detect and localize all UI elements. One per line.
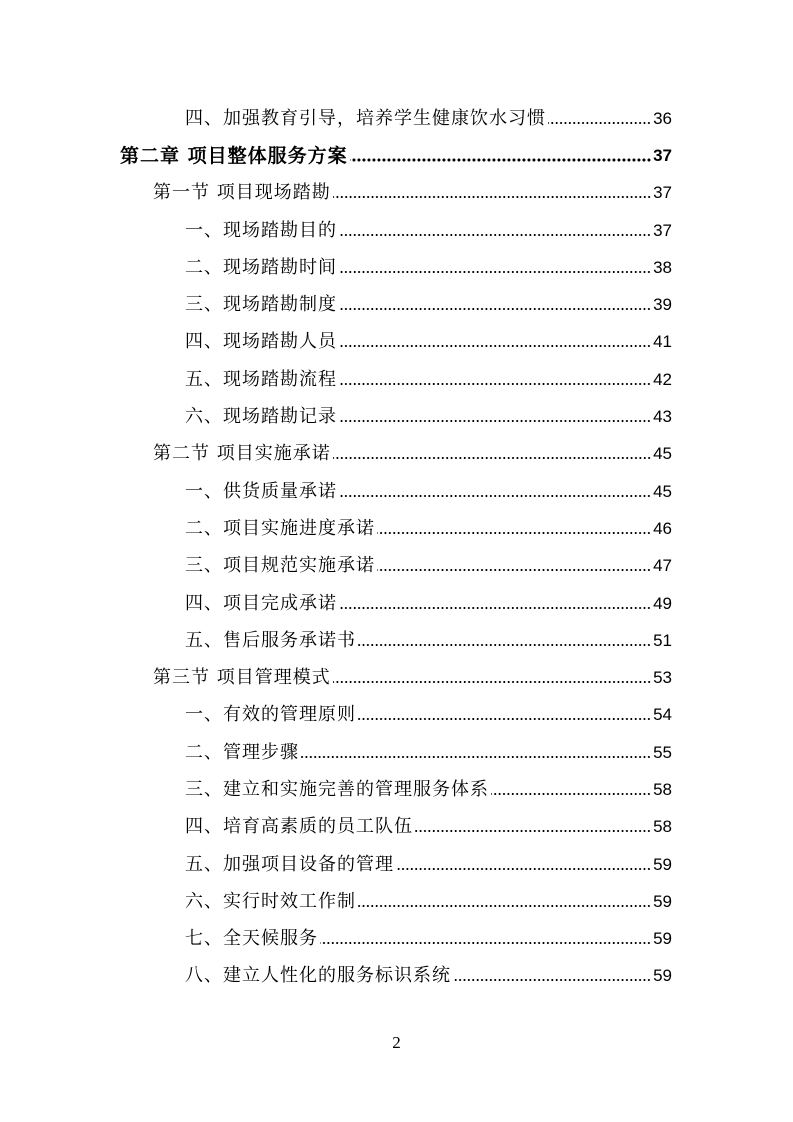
toc-entry-title: 四、培育高素质的员工队伍 xyxy=(185,816,413,838)
toc-entry-title: 六、现场踏勘记录 xyxy=(185,406,337,428)
toc-entry-page: 58 xyxy=(653,779,672,799)
toc-entry-title: 三、项目规范实施承诺 xyxy=(185,555,375,577)
toc-entry-page: 45 xyxy=(653,481,672,501)
toc-entry-title: 七、全天候服务 xyxy=(185,928,318,950)
toc-entry[interactable] xyxy=(0,398,793,435)
toc-entry[interactable] xyxy=(0,286,793,323)
toc-entry-page: 45 xyxy=(653,444,672,464)
toc-entry-page: 54 xyxy=(653,705,672,725)
dot-leader xyxy=(333,195,651,199)
dot-leader xyxy=(339,382,651,386)
toc-entry[interactable] xyxy=(0,324,793,361)
dot-leader xyxy=(358,904,651,908)
dot-leader xyxy=(339,233,651,237)
toc-entry-title: 三、现场踏勘制度 xyxy=(185,294,337,316)
dot-leader xyxy=(491,792,651,796)
toc-entry[interactable] xyxy=(0,585,793,622)
toc-section-entry[interactable] xyxy=(0,436,793,473)
toc-entry-page: 43 xyxy=(653,407,672,427)
toc-entry-page: 58 xyxy=(653,817,672,837)
dot-leader xyxy=(377,568,651,572)
toc-entry-title: 五、加强项目设备的管理 xyxy=(185,853,394,875)
toc-entry-page: 46 xyxy=(653,518,672,538)
toc-entry-title: 三、建立和实施完善的管理服务体系 xyxy=(185,778,489,800)
dot-leader xyxy=(339,307,651,311)
toc-entry-page: 59 xyxy=(653,854,672,874)
toc-entry[interactable] xyxy=(0,697,793,734)
toc-entry-title: 六、实行时效工作制 xyxy=(185,890,356,912)
toc-entry-title: 八、建立人性化的服务标识系统 xyxy=(185,965,451,987)
toc-entry[interactable] xyxy=(0,361,793,398)
toc-entry-title: 一、供货质量承诺 xyxy=(185,480,337,502)
page-number: 2 xyxy=(392,1033,401,1052)
toc-entry[interactable] xyxy=(0,548,793,585)
toc-entry-title: 二、管理步骤 xyxy=(185,741,299,763)
toc-entry[interactable] xyxy=(0,734,793,771)
toc-entry[interactable] xyxy=(0,473,793,510)
dot-leader xyxy=(339,344,651,348)
dot-leader xyxy=(339,270,651,274)
toc-entry[interactable] xyxy=(0,883,793,920)
toc-entry-title: 五、现场踏勘流程 xyxy=(185,368,337,390)
dot-leader xyxy=(333,680,651,684)
toc-section-entry[interactable] xyxy=(0,659,793,696)
table-of-contents xyxy=(0,100,793,995)
dot-leader xyxy=(453,978,651,982)
toc-entry-page: 36 xyxy=(653,108,672,128)
dot-leader xyxy=(358,717,651,721)
toc-entry-title: 四、项目完成承诺 xyxy=(185,592,337,614)
toc-entry-title: 第一节 项目现场踏勘 xyxy=(153,182,331,204)
dot-leader xyxy=(415,829,651,833)
toc-entry-title: 一、有效的管理原则 xyxy=(185,704,356,726)
toc-entry-page: 37 xyxy=(653,183,672,203)
toc-entry-page: 47 xyxy=(653,556,672,576)
toc-entry[interactable] xyxy=(0,771,793,808)
dot-leader xyxy=(548,121,651,125)
toc-entry[interactable] xyxy=(0,958,793,995)
toc-entry-page: 53 xyxy=(653,668,672,688)
toc-entry-title: 第二章 项目整体服务方案 xyxy=(120,144,348,167)
toc-entry[interactable] xyxy=(0,100,793,137)
toc-entry[interactable] xyxy=(0,809,793,846)
dot-leader xyxy=(333,456,651,460)
dot-leader xyxy=(377,531,651,535)
toc-entry-title: 二、现场踏勘时间 xyxy=(185,256,337,278)
toc-chapter-entry[interactable] xyxy=(0,137,793,174)
toc-entry[interactable] xyxy=(0,846,793,883)
toc-entry[interactable] xyxy=(0,510,793,547)
toc-entry-page: 49 xyxy=(653,593,672,613)
toc-entry-page: 55 xyxy=(653,742,672,762)
dot-leader xyxy=(320,941,651,945)
dot-leader xyxy=(301,755,651,759)
dot-leader xyxy=(350,158,651,162)
dot-leader xyxy=(358,643,651,647)
toc-entry[interactable] xyxy=(0,212,793,249)
toc-entry-page: 59 xyxy=(653,891,672,911)
dot-leader xyxy=(339,606,651,610)
toc-entry-page: 39 xyxy=(653,295,672,315)
toc-entry-page: 59 xyxy=(653,929,672,949)
toc-entry[interactable] xyxy=(0,249,793,286)
toc-entry-page: 37 xyxy=(653,145,672,165)
toc-entry-page: 38 xyxy=(653,257,672,277)
dot-leader xyxy=(396,867,651,871)
toc-entry-title: 第三节 项目管理模式 xyxy=(153,667,331,689)
toc-entry-title: 四、加强教育引导，培养学生健康饮水习惯 xyxy=(185,107,546,129)
toc-entry-title: 一、现场踏勘目的 xyxy=(185,219,337,241)
toc-entry-title: 第二节 项目实施承诺 xyxy=(153,443,331,465)
toc-entry-title: 二、项目实施进度承诺 xyxy=(185,517,375,539)
toc-entry-title: 五、售后服务承诺书 xyxy=(185,629,356,651)
toc-section-entry[interactable] xyxy=(0,175,793,212)
toc-entry-page: 41 xyxy=(653,332,672,352)
toc-entry-page: 59 xyxy=(653,966,672,986)
toc-entry[interactable] xyxy=(0,622,793,659)
dot-leader xyxy=(339,494,651,498)
dot-leader xyxy=(339,419,651,423)
toc-entry-page: 42 xyxy=(653,369,672,389)
toc-entry[interactable] xyxy=(0,921,793,958)
toc-entry-page: 37 xyxy=(653,220,672,240)
toc-entry-page: 51 xyxy=(653,630,672,650)
toc-entry-title: 四、现场踏勘人员 xyxy=(185,331,337,353)
